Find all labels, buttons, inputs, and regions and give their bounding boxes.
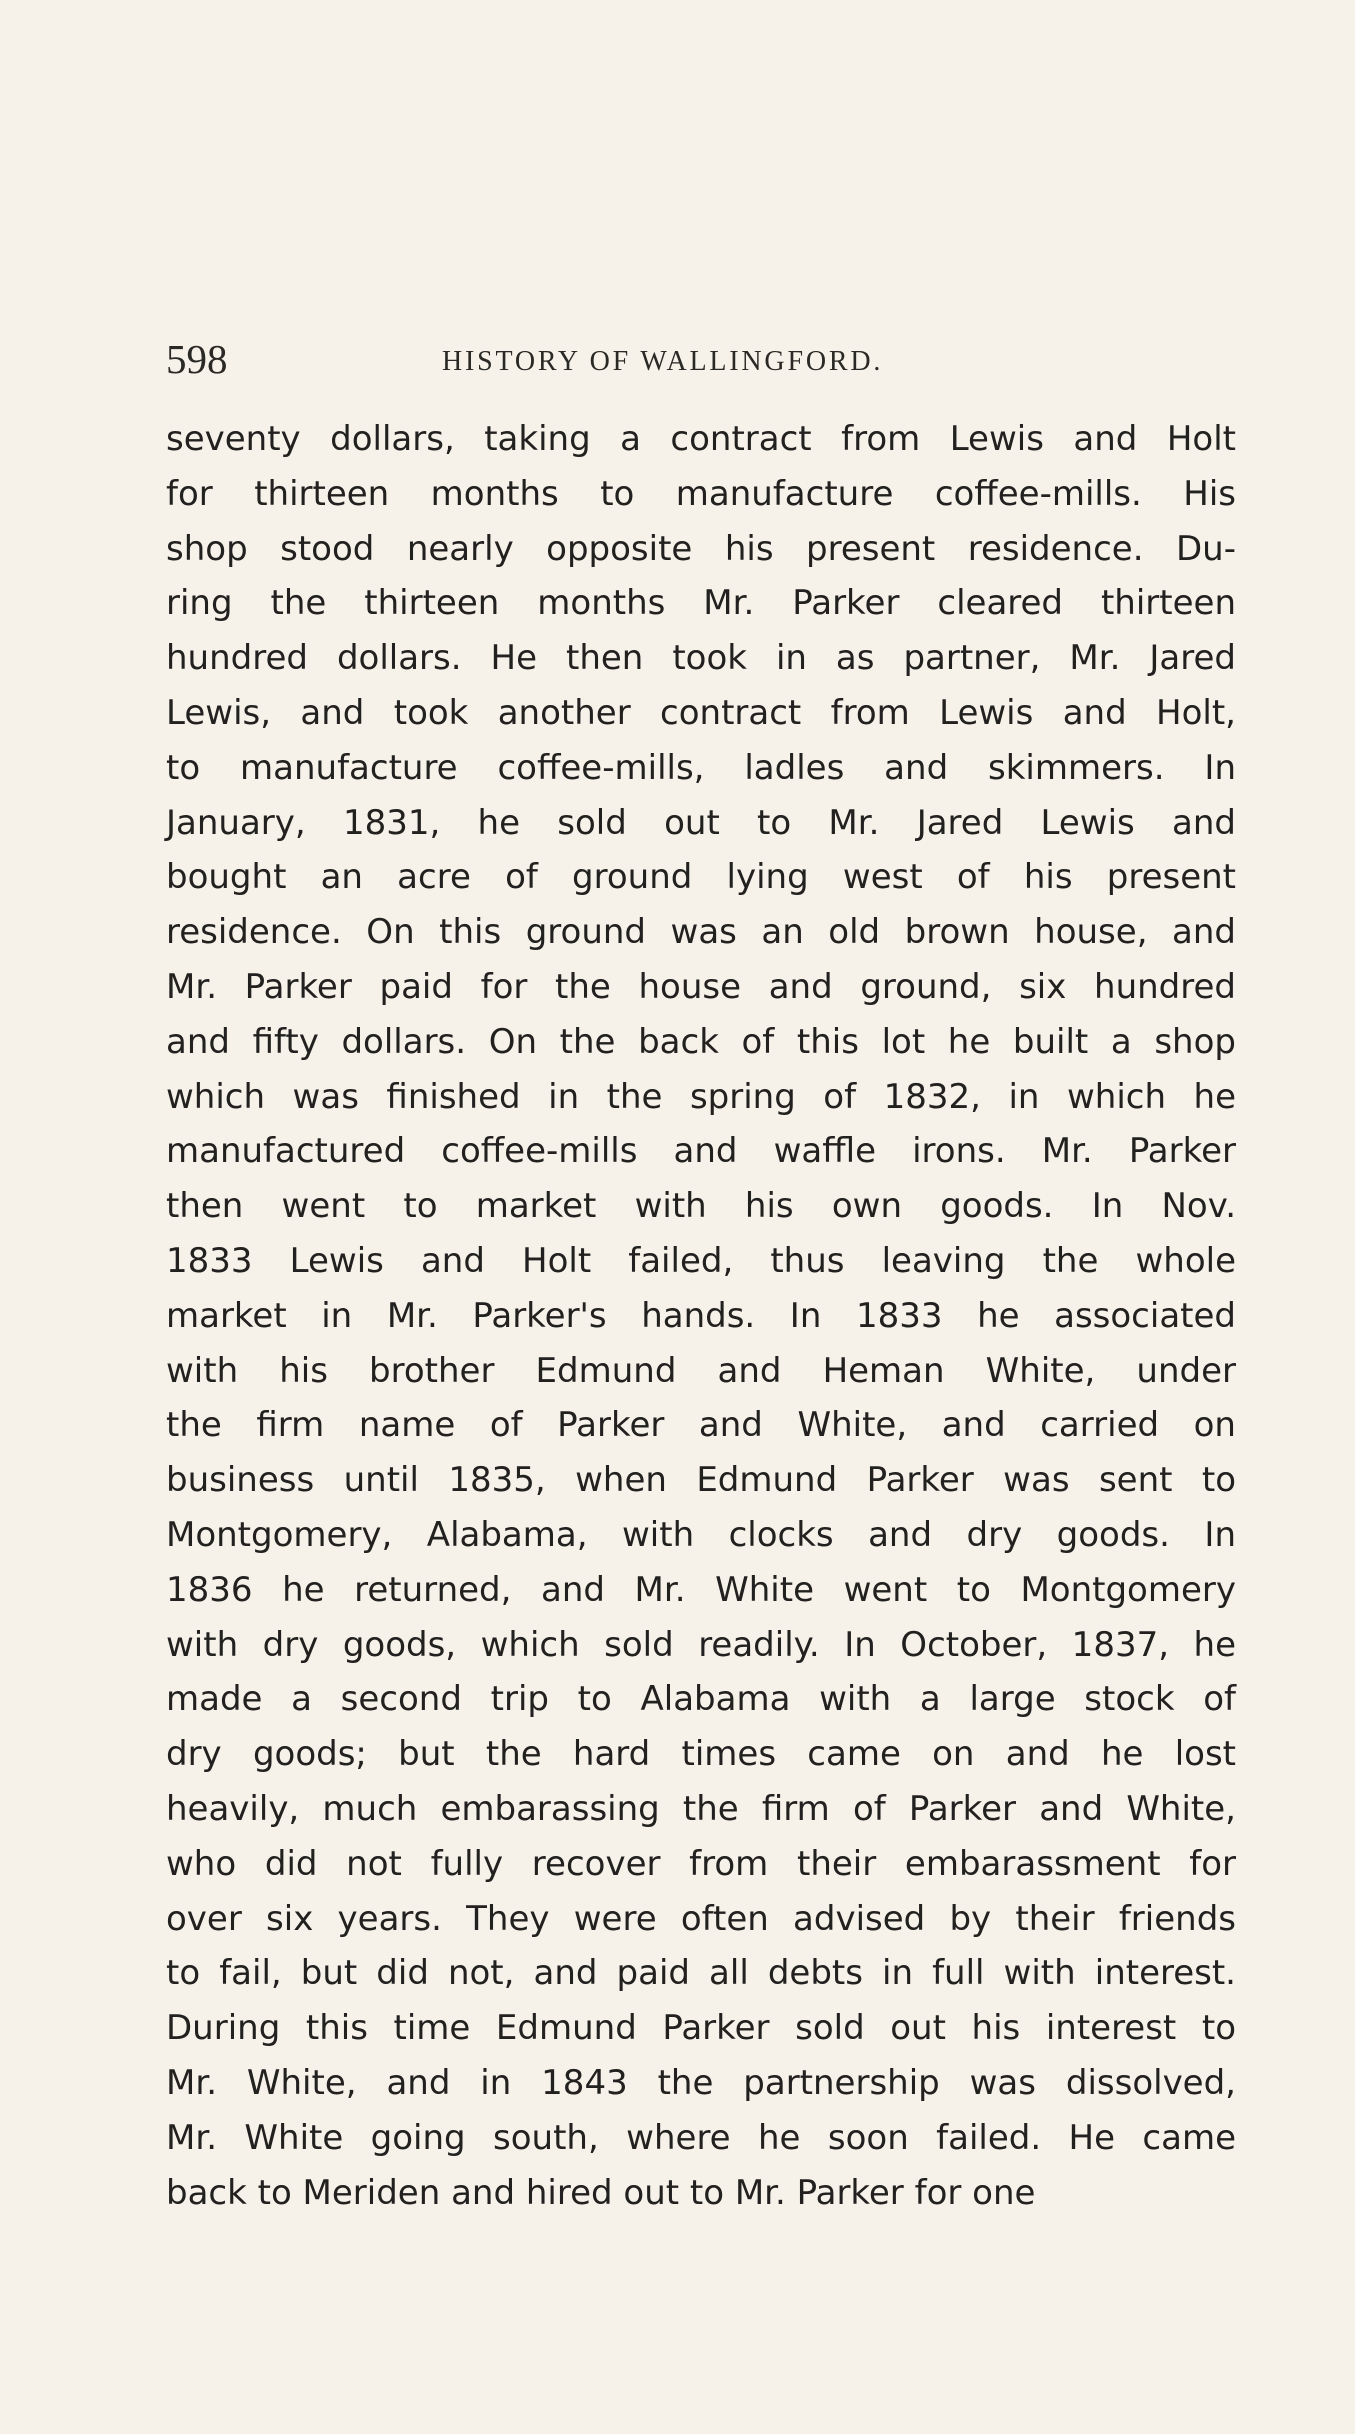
text-line: residence. On this ground was an old brown house, and: [166, 912, 1236, 953]
text-line: back to Meriden and hired out to Mr. Parker for one: [166, 2172, 1036, 2213]
text-line: hundred dollars. He then took in as partner, Mr. Jared: [166, 638, 1236, 679]
text-line: the firm name of Parker and White, and carried on: [166, 1405, 1236, 1446]
text-line: January, 1831, he sold out to Mr. Jared Lewis and: [166, 802, 1236, 843]
text-line: who did not fully recover from their embarassment for: [166, 1843, 1236, 1884]
page-number: 598: [166, 336, 228, 382]
text-line: over six years. They were often advised by their friends: [166, 1898, 1236, 1939]
text-line: bought an acre of ground lying west of his present: [166, 857, 1236, 898]
text-line: heavily, much embarassing the firm of Parker and White,: [166, 1788, 1236, 1829]
text-line: made a second trip to Alabama with a large stock of: [166, 1679, 1236, 1720]
text-line: 1833 Lewis and Holt failed, thus leaving the whole: [166, 1240, 1236, 1281]
text-line: ring the thirteen months Mr. Parker cleared thirteen: [166, 583, 1236, 624]
text-line: and fifty dollars. On the back of this lot he built a shop: [166, 1021, 1236, 1062]
text-line: 1836 he returned, and Mr. White went to Montgomery: [166, 1569, 1236, 1610]
body-text: [166, 412, 1236, 2220]
text-line: to fail, but did not, and paid all debts in full with interest.: [166, 1953, 1236, 1994]
text-line: Lewis, and took another contract from Lewis and Holt,: [166, 692, 1236, 733]
text-line: seventy dollars, taking a contract from Lewis and Holt: [166, 419, 1236, 459]
text-line: which was finished in the spring of 1832, in which he: [166, 1076, 1236, 1117]
page-header-title: HISTORY OF WALLINGFORD.: [442, 346, 884, 377]
text-line: Mr. White, and in 1843 the partnership was dissolved,: [166, 2062, 1236, 2103]
text-line: shop stood nearly opposite his present residence. Du-: [166, 528, 1236, 569]
text-line: with dry goods, which sold readily. In October, 1837, he: [166, 1624, 1236, 1665]
text-line: Mr. White going south, where he soon failed. He came: [166, 2117, 1236, 2158]
text-line: business until 1835, when Edmund Parker was sent to: [166, 1460, 1236, 1501]
text-line: for thirteen months to manufacture coffee-mills. His: [166, 473, 1236, 514]
text-line: Montgomery, Alabama, with clocks and dry goods. In: [166, 1514, 1236, 1555]
text-line: then went to market with his own goods. In Nov.: [166, 1186, 1236, 1227]
running-head: [166, 334, 1236, 384]
text-line: market in Mr. Parker's hands. In 1833 he associated: [166, 1295, 1236, 1336]
text-line: During this time Edmund Parker sold out his interest to: [166, 2008, 1236, 2049]
text-line: with his brother Edmund and Heman White, under: [166, 1350, 1236, 1391]
text-line: manufactured coffee-mills and waffle irons. Mr. Parker: [166, 1131, 1236, 1172]
text-line: dry goods; but the hard times came on and he lost: [166, 1734, 1236, 1775]
text-line: Mr. Parker paid for the house and ground, six hundred: [166, 966, 1236, 1007]
text-line: to manufacture coffee-mills, ladles and skimmers. In: [166, 747, 1236, 788]
